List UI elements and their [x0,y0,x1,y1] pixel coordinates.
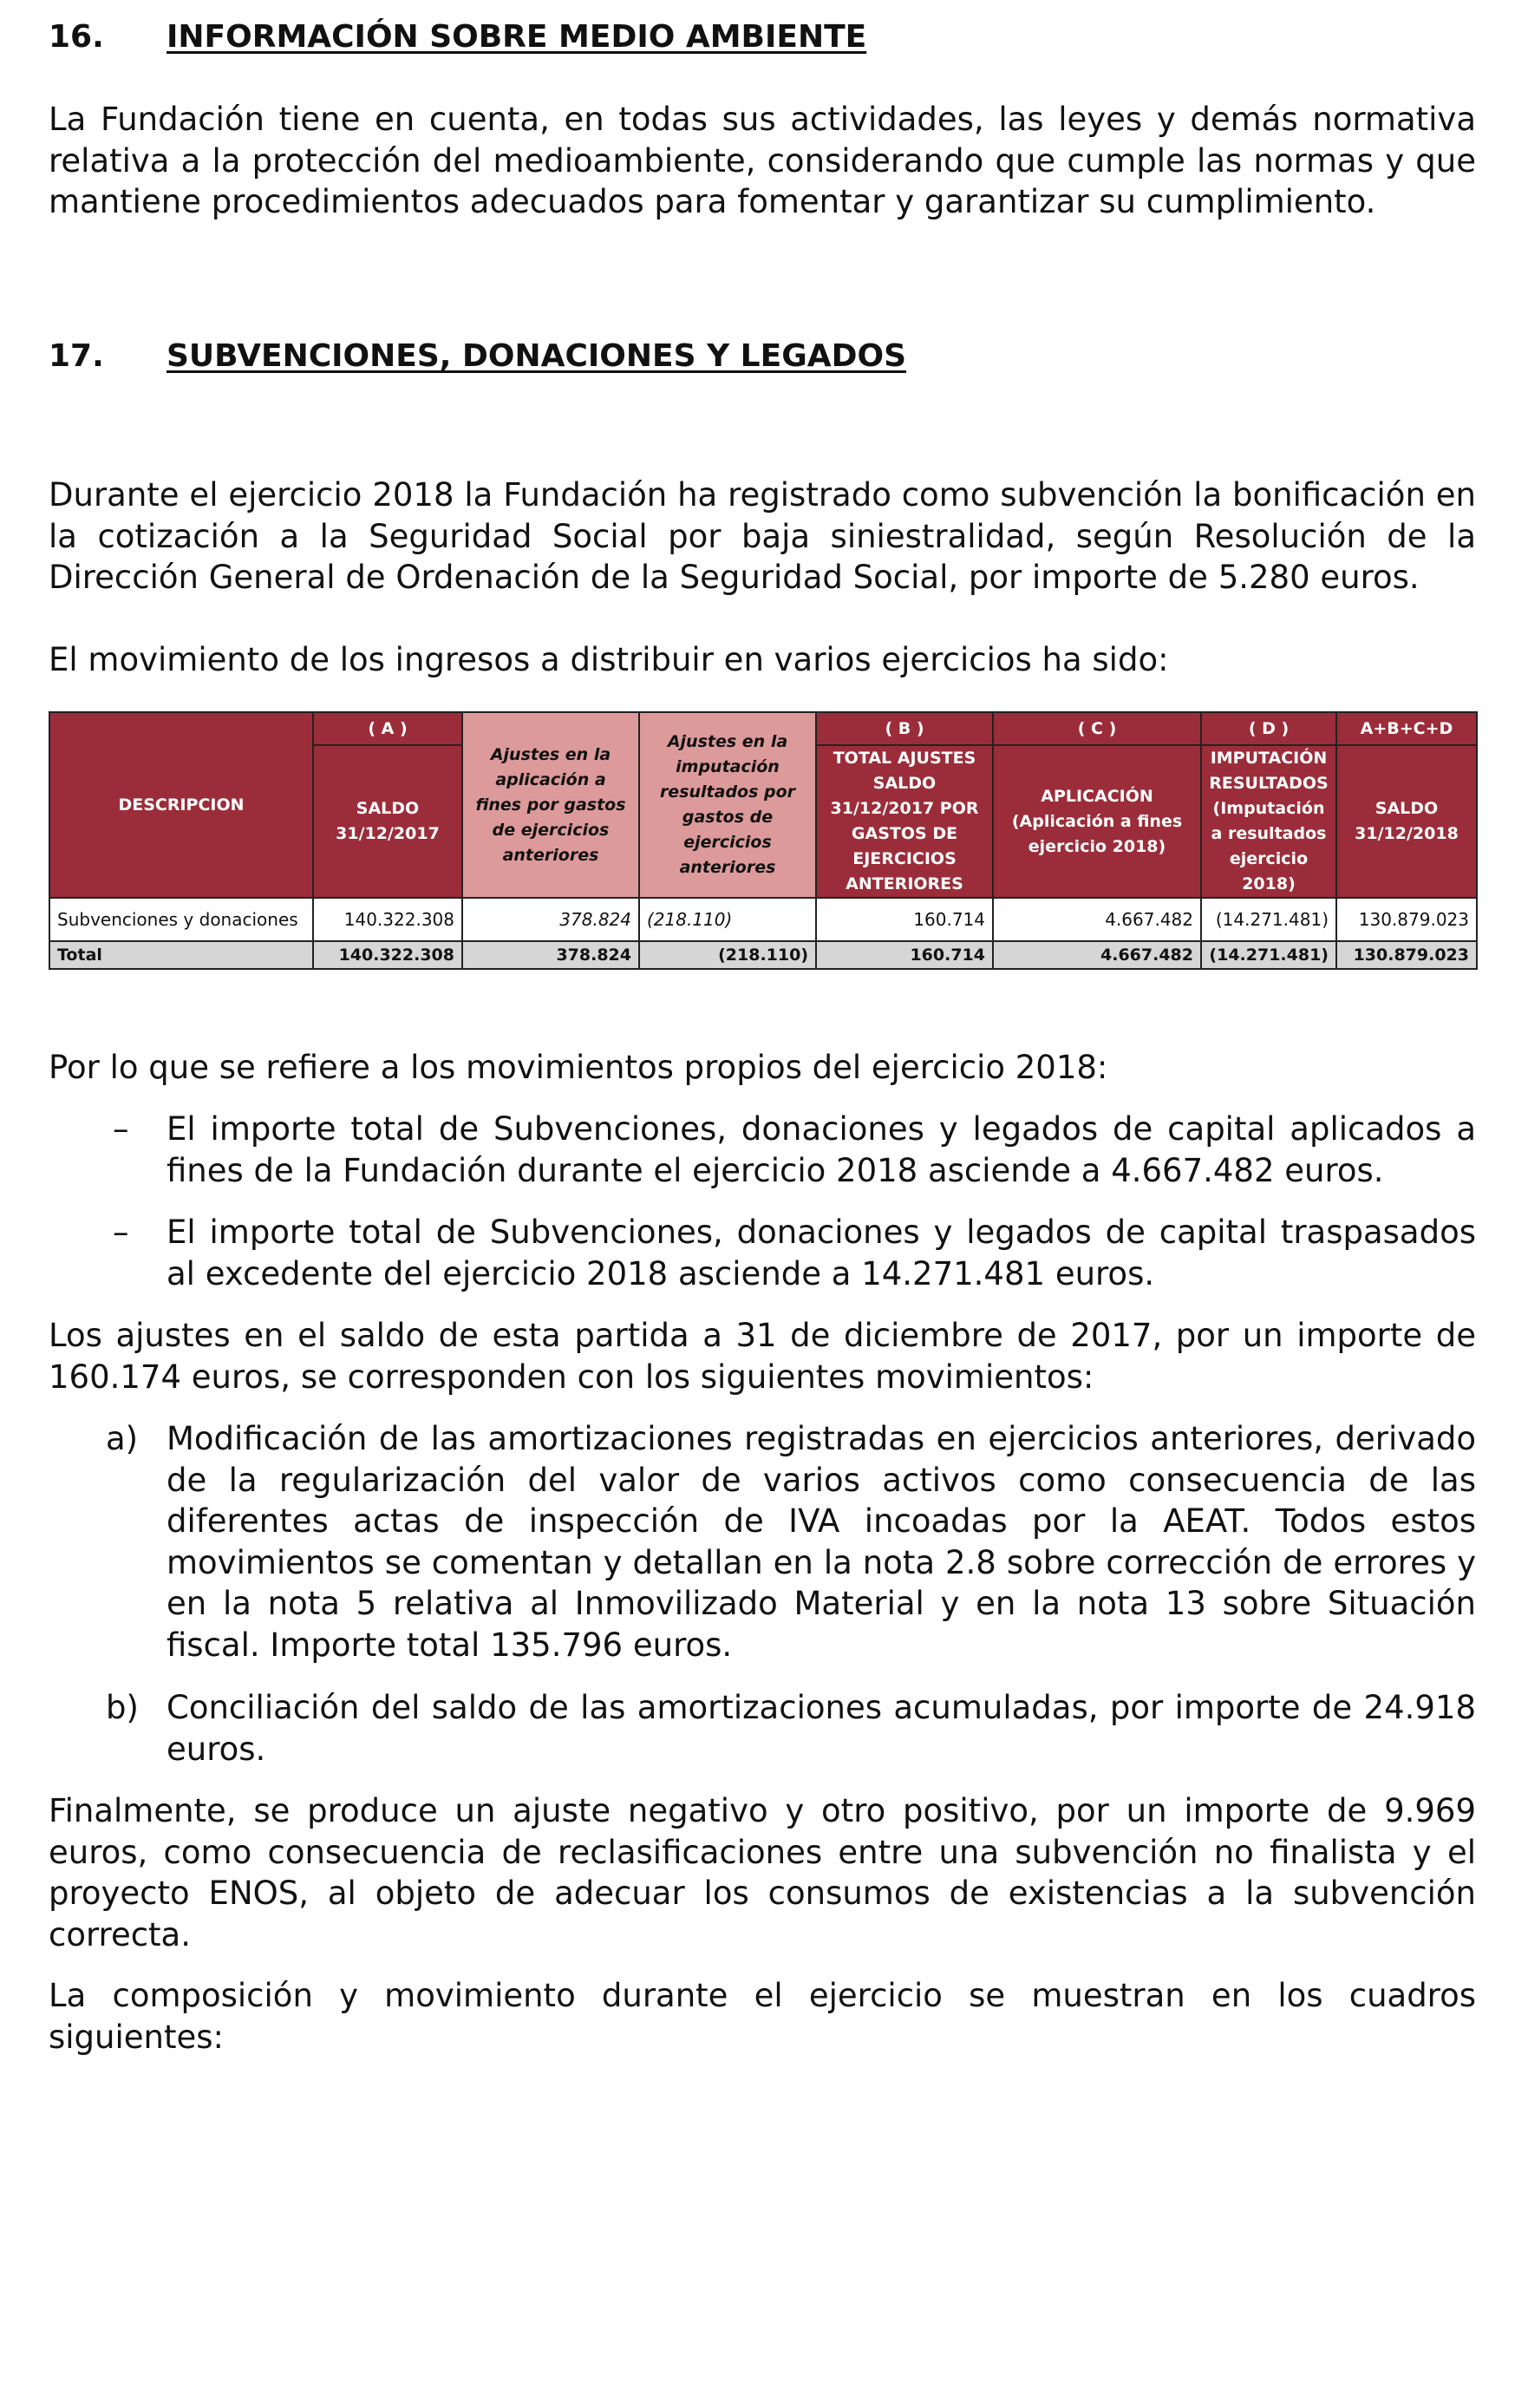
header-letter-d: ( D ) [1201,712,1336,745]
total-imputacion: (14.271.481) [1201,941,1336,969]
cell-ajustes-imputacion: (218.110) [639,898,816,941]
section-17-heading [49,338,906,374]
list-letter: b) [106,1689,139,1726]
header-letter-b: ( B ) [816,712,993,745]
cell-total-ajustes: 160.714 [816,898,993,941]
income-movement-table [49,711,1478,970]
cell-saldo-2017: 140.322.308 [313,898,462,941]
total-label: Total [49,941,313,969]
cell-saldo-2018: 130.879.023 [1336,898,1477,941]
total-total-ajustes: 160.714 [816,941,993,969]
list-item [49,1418,1476,1665]
row-label: Subvenciones y donaciones [49,898,313,941]
header-total-ajustes: TOTAL AJUSTES SALDO 31/12/2017 POR GASTOS DE EJERCICIOS ANTERIORES [816,745,993,898]
total-aplicacion: 4.667.482 [993,941,1201,969]
header-letter-sum: A+B+C+D [1336,712,1477,745]
header-letter-a: ( A ) [313,712,462,745]
header-saldo-2018: SALDO 31/12/2018 [1336,745,1477,898]
list-letter: a) [106,1420,139,1457]
section-number: 17. [49,338,104,374]
bullet-text: El importe total de Subvenciones, donaciones y legados de capital aplicados a fines de la Fundación durante el ejercicio 2018 asciende a 4.667.482 euros. [167,1110,1476,1189]
total-ajustes-imputacion: (218.110) [639,941,816,969]
own-movements-intro: Por lo que se refiere a los movimientos propios del ejercicio 2018: [49,1049,1108,1086]
bullet-mark: – [113,1110,129,1148]
section-title: SUBVENCIONES, DONACIONES Y LEGADOS [167,338,907,374]
section-title: INFORMACIÓN SOBRE MEDIO AMBIENTE [167,19,867,55]
cell-ajustes-aplicacion: 378.824 [462,898,639,941]
header-descripcion: DESCRIPCION [49,712,313,898]
header-saldo-2017: SALDO 31/12/2017 [313,745,462,898]
total-row [49,941,1477,969]
header-letter-c: ( C ) [993,712,1201,745]
header-ajustes-imputacion: Ajustes en la imputación resultados por gastos de ejercicios anteriores [639,712,816,898]
cell-aplicacion: 4.667.482 [993,898,1201,941]
movement-intro-paragraph: El movimiento de los ingresos a distribuir en varios ejercicios ha sido: [49,641,1169,678]
list-text: Modificación de las amortizaciones registradas en ejercicios anteriores, derivado de la regularización del valor de varios activos como consecuencia de las diferentes actas de inspección de IVA incoadas por la AEAT. Todos estos movimientos se comentan y detallan en la nota 2.8 sobre corrección de errores y en la nota 5 relativa al Inmovilizado Material y en la nota 13 sobre Situación fiscal. Importe total 135.796 euros. [167,1420,1476,1664]
header-aplicacion: APLICACIÓN (Aplicación a fines ejercicio 2018) [993,745,1201,898]
bullet-text: El importe total de Subvenciones, donaciones y legados de capital traspasados al excedente del ejercicio 2018 asciende a 14.271.481 euros. [167,1214,1476,1292]
list-text: Conciliación del saldo de las amortizaciones acumuladas, por importe de 24.918 euros. [167,1689,1476,1768]
table-row [49,898,1477,941]
environment-paragraph: La Fundación tiene en cuenta, en todas sus actividades, las leyes y demás normativa relativa a la protección del medioambiente, considerando que cumple las normas y que mantiene procedimientos adecuados para fomentar y garantizar su cumplimiento. [49,101,1476,220]
list-item [49,1212,1476,1294]
header-imputacion: IMPUTACIÓN RESULTADOS (Imputación a resultados ejercicio 2018) [1201,745,1336,898]
total-saldo-2017: 140.322.308 [313,941,462,969]
closing-paragraph: La composición y movimiento durante el ejercicio se muestran en los cuadros siguientes: [49,1977,1476,2056]
final-paragraph: Finalmente, se produce un ajuste negativo y otro positivo, por un importe de 9.969 euros, como consecuencia de reclasificaciones entre una subvención no finalista y el proyecto ENOS, al objeto de adecuar los consumos de existencias a la subvención correcta. [49,1792,1476,1953]
subsidy-intro-paragraph: Durante el ejercicio 2018 la Fundación ha registrado como subvención la bonificación en la cotización a la Seguridad Social por baja siniestralidad, según Resolución de la Dirección General de Ordenación de la Seguridad Social, por importe de 5.280 euros. [49,476,1476,596]
total-ajustes-aplicacion: 378.824 [462,941,639,969]
total-saldo-2018: 130.879.023 [1336,941,1477,969]
list-item [49,1109,1476,1191]
section-16-heading [49,19,866,55]
cell-imputacion: (14.271.481) [1201,898,1336,941]
list-item [49,1687,1476,1770]
adjustments-intro: Los ajustes en el saldo de esta partida a 31 de diciembre de 2017, por un importe de 160.174 euros, se corresponden con los siguientes movimientos: [49,1317,1476,1396]
header-ajustes-aplicacion: Ajustes en la aplicación a fines por gastos de ejercicios anteriores [462,712,639,898]
section-number: 16. [49,19,104,55]
bullet-mark: – [113,1214,129,1251]
